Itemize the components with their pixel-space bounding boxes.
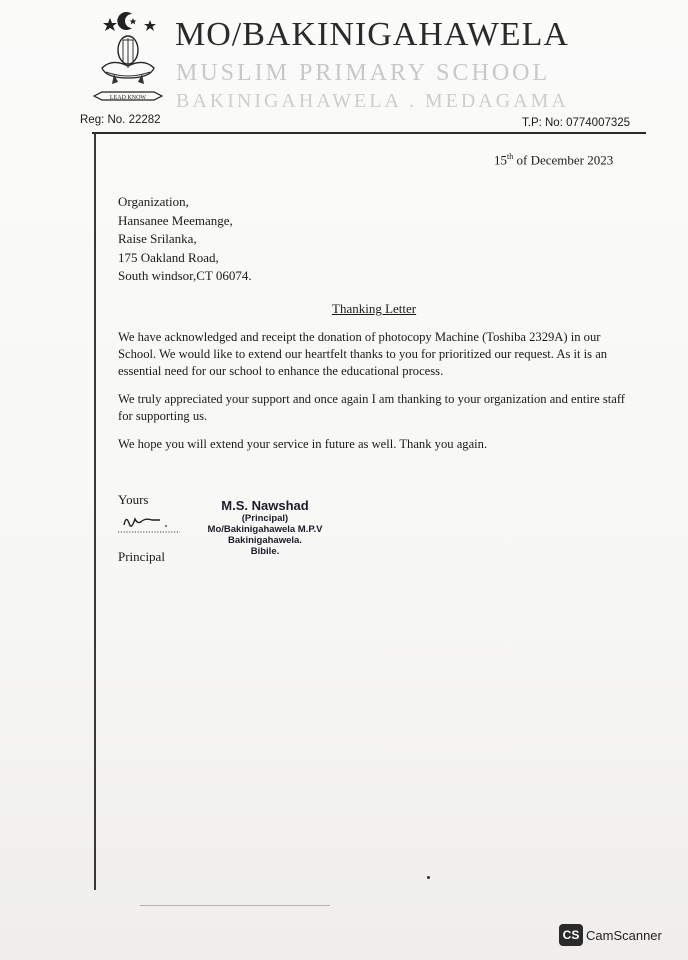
margin-line [94, 133, 96, 890]
body-paragraph: We hope you will extend your service in future as well. Thank you again. [118, 437, 488, 451]
camscanner-text: CamScanner [586, 927, 662, 943]
letter-date [494, 152, 613, 168]
footer-rule [140, 905, 330, 906]
svg-text:LEAD KNOW: LEAD KNOW [109, 95, 147, 101]
school-crest-logo [88, 8, 168, 112]
stamp-line: Mo/Bakinigahawela M.P.V [207, 524, 323, 535]
stamp-line: Bakinigahawela. [228, 535, 302, 546]
ink-speck [427, 876, 430, 879]
closing-yours: Yours [118, 492, 149, 507]
registration-number: Reg: No. 22282 [80, 114, 161, 126]
address-line: Raise Srilanka, [118, 231, 197, 246]
date-rest: of December 2023 [516, 152, 614, 168]
handwritten-signature [118, 509, 182, 537]
body-paragraph: We truly appreciated your support and once again I am thanking to your organization and entire staff for supporting us. [118, 392, 626, 423]
recipient-address [118, 193, 252, 286]
telephone-number: T.P: No: 0774007325 [522, 117, 631, 129]
camscanner-logo-icon: CS [559, 924, 583, 946]
address-line: Organization, [118, 194, 189, 209]
camscanner-watermark [559, 923, 662, 947]
body-paragraph: We have acknowledged and receipt the donation of photocopy Machine (Toshiba 2329A) in our School. We would like to extend our heartfelt thanks to you for prioritized our request. As it is an essential need for our school to enhance the educational process. [118, 330, 608, 378]
address-line: 175 Oakland Road, [118, 249, 219, 265]
stamp-line: Bibile. [250, 546, 280, 557]
principal-stamp [190, 498, 340, 557]
stamp-name: M.S. Nawshad [221, 498, 309, 513]
date-day: 15 [494, 152, 507, 168]
letter-subject: Thanking Letter [332, 301, 417, 316]
date-suffix: th [507, 152, 514, 161]
stamp-line: (Principal) [241, 513, 289, 524]
address-line: Hansanee Meemange, [118, 212, 233, 228]
address-line: South windsor,CT 06074. [118, 268, 252, 283]
closing-principal-label: Principal [118, 549, 165, 564]
school-name: MO/BAKINIGAHAWELA [175, 16, 569, 53]
school-subtitle-primary: MUSLIM PRIMARY SCHOOL [176, 60, 551, 86]
school-subtitle-location: BAKINIGAHAWELA . MEDAGAMA [176, 90, 569, 112]
header-rule [92, 132, 646, 134]
